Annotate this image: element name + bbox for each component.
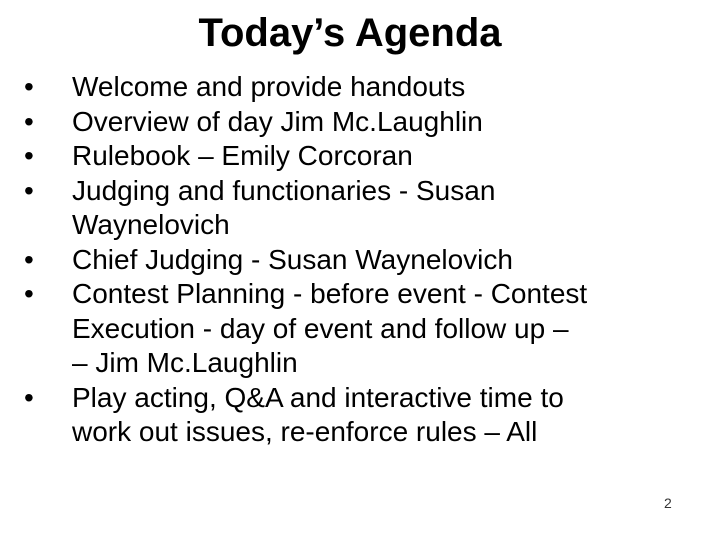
agenda-item-play-acting — [24, 381, 684, 450]
bullet-icon: • — [24, 243, 34, 275]
agenda-item-text: Judging and functionaries - Susan Waynelovich — [72, 174, 496, 240]
agenda-item-text: Contest Planning - before event - Contest Execution - day of event and follow up – – Jim Mc.Laughlin — [72, 278, 588, 378]
slide-number: 2 — [664, 495, 672, 511]
agenda-item-text: Chief Judging - Susan Waynelovich — [72, 243, 513, 275]
agenda-item-rulebook — [24, 139, 684, 174]
bullet-icon: • — [24, 278, 34, 309]
agenda-item-chief-judging — [24, 243, 684, 278]
bullet-icon: • — [24, 71, 34, 102]
bullet-icon: • — [24, 105, 34, 137]
agenda-item-text: Play acting, Q&A and interactive time to work out issues, re-enforce rules – All — [72, 381, 564, 447]
bullet-icon: • — [24, 140, 34, 171]
bullet-icon: • — [24, 174, 34, 206]
bullet-icon: • — [24, 381, 34, 413]
agenda-item-overview — [24, 105, 684, 140]
agenda-item-text: Overview of day Jim Mc.Laughlin — [72, 105, 483, 137]
agenda-item-text: Rulebook – Emily Corcoran — [72, 140, 413, 171]
agenda-list — [24, 70, 684, 450]
slide-title: Today’s Agenda — [198, 11, 502, 55]
agenda-item-judging — [24, 174, 684, 243]
agenda-item-welcome — [24, 70, 684, 105]
agenda-item-contest-planning — [24, 277, 684, 381]
agenda-item-text: Welcome and provide handouts — [72, 71, 466, 102]
